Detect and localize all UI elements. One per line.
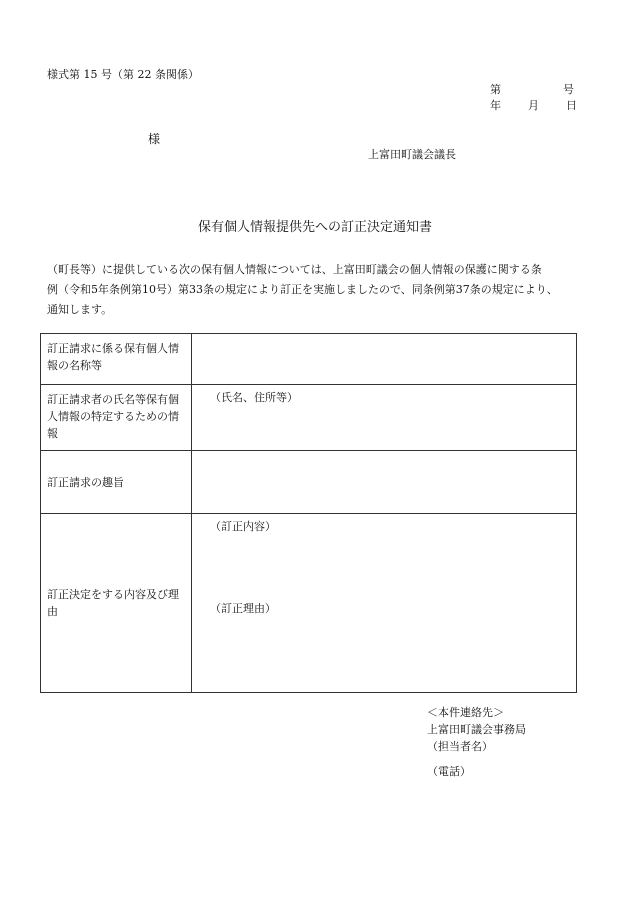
contact-block [427, 704, 526, 780]
info-name-value [192, 334, 577, 385]
date-day-label: 日 [566, 99, 577, 112]
recipient-honorific: 様 [148, 132, 161, 146]
notice-body-line: 例（令和5年条例第10号）第33条の規定により訂正を実施しましたので、同条例第37条の規定により、 [47, 283, 558, 296]
document-number-suffix: 号 [563, 83, 574, 96]
decision-label: 訂正決定をする内容及び理由 [41, 514, 192, 693]
correction-reason-label: （訂正理由） [210, 602, 276, 615]
form-number: 様式第 15 号（第 22 条関係） [47, 68, 199, 81]
notice-body-line: 通知します。 [47, 303, 113, 316]
decision-value [192, 514, 577, 693]
date-year-label: 年 [490, 99, 501, 112]
contact-office: 上富田町議会事務局 [427, 723, 526, 736]
contact-person: （担当者名） [427, 740, 493, 753]
requester-info-label: 訂正請求者の氏名等保有個人情報の特定するための情報 [41, 385, 192, 451]
document-number-label: 第 [490, 83, 501, 96]
table-row [41, 514, 577, 693]
notice-body [47, 260, 587, 320]
notice-body-line: （町長等）に提供している次の保有個人情報については、上富田町議会の個人情報の保護に関する条 [47, 263, 542, 276]
info-name-label: 訂正請求に係る保有個人情報の名称等 [41, 334, 192, 385]
correction-info-table [40, 333, 577, 693]
sender-name: 上富田町議会議長 [368, 148, 456, 161]
table-row [41, 451, 577, 514]
date-month-label: 月 [528, 99, 539, 112]
table-row [41, 334, 577, 385]
request-purpose-label: 訂正請求の趣旨 [41, 451, 192, 514]
document-title: 保有個人情報提供先への訂正決定通知書 [197, 220, 432, 235]
correction-content-label: （訂正内容） [210, 520, 276, 533]
contact-phone: （電話） [427, 765, 471, 778]
requester-info-value: （氏名、住所等） [192, 385, 577, 451]
table-row [41, 385, 577, 451]
request-purpose-value [192, 451, 577, 514]
contact-heading: ＜本件連絡先＞ [427, 706, 504, 719]
